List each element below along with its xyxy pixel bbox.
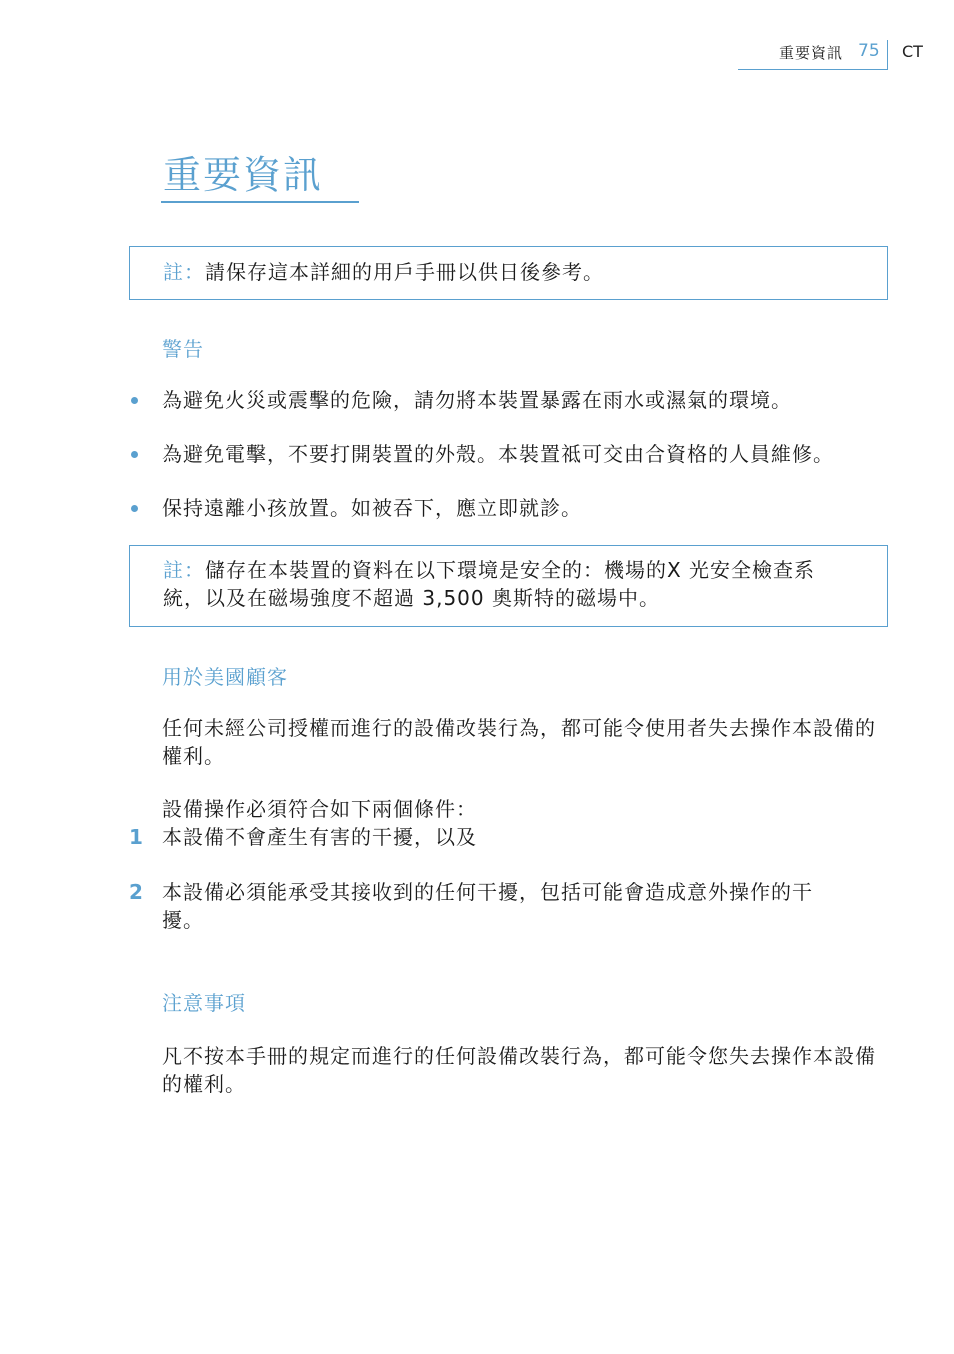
us-customers-heading: 用於美國顧客 xyxy=(162,665,288,689)
note-box-save-manual xyxy=(129,246,888,300)
header-underline xyxy=(738,69,888,70)
header-language-code: CT xyxy=(902,42,923,61)
note-label: 註： xyxy=(163,558,205,582)
note-box-storage-safety xyxy=(129,545,888,627)
condition-text: 本設備不會產生有害的干擾，以及 xyxy=(162,825,477,849)
page-title: 重要資訊 xyxy=(163,153,324,197)
us-customers-paragraph: 任何未經公司授權而進行的設備改裝行為，都可能令使用者失去操作本設備的權利。 xyxy=(162,716,876,768)
header-section-title: 重要資訊 xyxy=(778,44,843,62)
condition-item xyxy=(129,878,889,934)
note-label: 註： xyxy=(163,260,205,284)
conditions-intro: 設備操作必須符合如下兩個條件： xyxy=(162,797,477,821)
warning-item-text: 保持遠離小孩放置。如被吞下，應立即就診。 xyxy=(162,496,582,520)
caution-heading: 注意事項 xyxy=(162,991,246,1015)
note-text: 儲存在本裝置的資料在以下環境是安全的：機場的X 光安全檢查系統，以及在磁場強度不超過 3,500 奧斯特的磁場中。 xyxy=(163,558,816,610)
note-text: 請保存這本詳細的用戶手冊以供日後參考。 xyxy=(205,260,604,284)
caution-paragraph: 凡不按本手冊的規定而進行的任何設備改裝行為，都可能令您失去操作本設備的權利。 xyxy=(162,1044,876,1096)
list-item xyxy=(125,386,834,440)
warning-item-text: 為避免電擊，不要打開裝置的外殼。本裝置祗可交由合資格的人員維修。 xyxy=(162,442,834,466)
bullet-icon xyxy=(131,397,138,404)
bullet-icon xyxy=(131,505,138,512)
condition-item xyxy=(129,823,889,851)
condition-number: 2 xyxy=(129,880,144,904)
bullet-icon xyxy=(131,451,138,458)
warning-list xyxy=(125,386,834,548)
list-item xyxy=(125,440,834,494)
page-title-underline xyxy=(161,201,359,203)
condition-number: 1 xyxy=(129,825,144,849)
list-item xyxy=(125,494,834,548)
header-page-number: 75 xyxy=(858,41,880,61)
header-divider xyxy=(887,40,888,70)
warning-item-text: 為避免火災或震擊的危險，請勿將本裝置暴露在雨水或濕氣的環境。 xyxy=(162,388,792,412)
condition-text: 本設備必須能承受其接收到的任何干擾，包括可能會造成意外操作的干擾。 xyxy=(162,880,813,932)
warning-heading: 警告 xyxy=(162,337,204,361)
